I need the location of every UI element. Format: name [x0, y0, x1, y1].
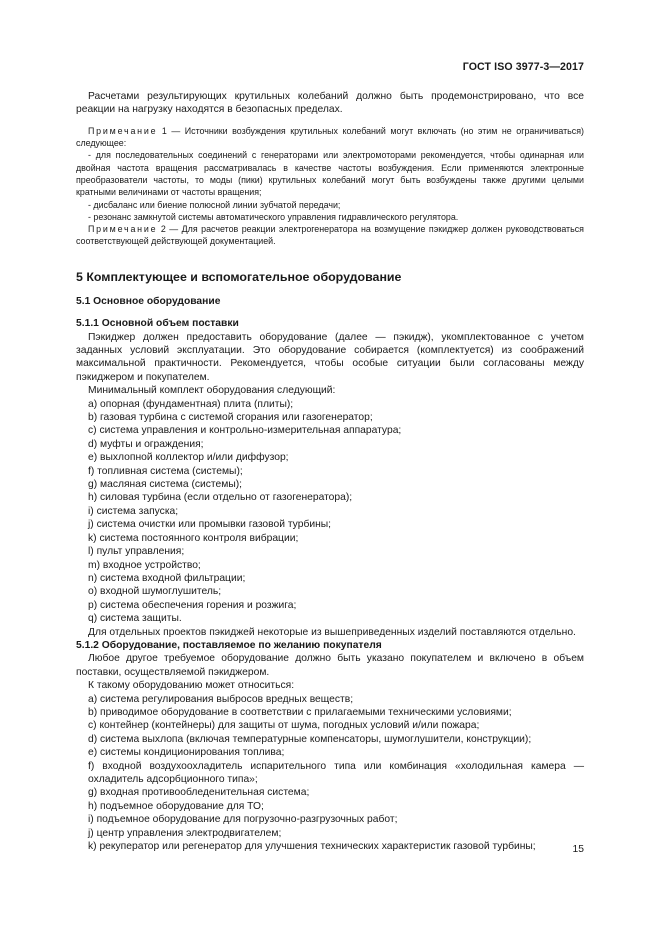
list-item: m) входное устройство; [88, 559, 201, 571]
list-item: j) система очистки или промывки газовой турбины; [88, 519, 332, 531]
list-item: d) муфты и ограждения; [88, 438, 204, 450]
note-1-item: - для последовательных соединений с генераторами или электромоторами рекомендуется, чтобы одинарная или двойная частота вращения рассматривалась в качестве частоты возбуждения. Если применяются электронные преобразователи частоты, то моды (пики) крутильных колебаний могут быть возбуждены также другими целыми кратными величинами от частоты вращения; [76, 150, 584, 198]
note-2 [76, 223, 584, 248]
intro-paragraph: Расчетами результирующих крутильных колебаний должно быть продемонстрировано, что все реакции на нагрузку находятся в безопасных пределах. [76, 91, 584, 116]
note-2-label: Примечание [88, 224, 158, 235]
list-item: a) опорная (фундаментная) плита (плиты); [88, 398, 294, 410]
list-item: i) система запуска; [88, 505, 179, 517]
list-item: e) выхлопной коллектор и/или диффузор; [88, 452, 289, 464]
page-number: 15 [572, 844, 584, 855]
list-item: a) система регулирования выбросов вредных веществ; [88, 693, 354, 705]
section-5-title: 5 Комплектующее и вспомогательное оборудование [76, 269, 402, 284]
list-item: l) пульт управления; [88, 546, 185, 558]
list-item: e) системы кондиционирования топлива; [88, 747, 285, 759]
list-item: o) входной шумоглушитель; [88, 586, 222, 598]
list-item: c) контейнер (контейнеры) для защиты от шума, погодных условий и/или пожара; [88, 720, 480, 732]
section-5-1-1-title: 5.1.1 Основной объем поставки [76, 318, 239, 330]
section-5-1-2-title: 5.1.2 Оборудование, поставляемое по желанию покупателя [76, 639, 382, 651]
section-5-1-2-list-intro: К такому оборудованию может относиться: [88, 680, 295, 692]
note-2-text: 2 — Для расчетов реакции электрогенератора на возмущение пэкиджер должен руководствоваться соответствующей действующей документацией. [76, 224, 584, 247]
note-1-item: - резонанс замкнутой системы автоматического управления гидравлического регулятора. [88, 211, 459, 222]
list-item: q) система защиты. [88, 613, 182, 625]
list-item: j) центр управления электродвигателем; [88, 827, 282, 839]
list-item: g) масляная система (системы); [88, 479, 243, 491]
list-item: i) подъемное оборудование для погрузочно-разгрузочных работ; [88, 814, 398, 826]
list-item: g) входная противообледенительная система; [88, 787, 310, 799]
list-item: k) рекуператор или регенератор для улучшения технических характеристик газовой турбины; [88, 841, 536, 853]
note-1-label: Примечание [88, 125, 158, 136]
note-1-text: 1 — Источники возбуждения крутильных колебаний могут включать (но этим не ограничиваться) следующее: [76, 125, 584, 149]
list-item: b) газовая турбина с системой сгорания или газогенератор; [88, 412, 373, 424]
section-5-1-1-paragraph: Пэкиджер должен предоставить оборудование (далее — пэкидж), укомплектованное с учетом заданных условий эксплуатации. Это оборудование собирается (комплектуется) из соображений максимальной практичности. Рекомендуется, чтобы особые ситуации были согласованы между пэкиджером и покупателем. [76, 331, 584, 383]
list-item: n) система входной фильтрации; [88, 572, 246, 584]
section-5-1-title: 5.1 Основное оборудование [76, 295, 221, 307]
list-item: b) приводимое оборудование в соответствии с прилагаемыми техническими условиями; [88, 706, 512, 718]
optional-equipment-list [76, 693, 584, 854]
list-item: h) силовая турбина (если отдельно от газогенератора); [88, 492, 353, 504]
section-5-1-1-list-intro: Минимальный комплект оборудования следующий: [88, 385, 336, 397]
list-item: f) входной воздухоохладитель испарительного типа или комбинация «холодильная камера — охладитель адсорбционного типа»; [88, 760, 584, 785]
list-item: h) подъемное оборудование для ТО; [88, 800, 264, 812]
standard-header: ГОСТ ISO 3977-3—2017 [462, 61, 584, 73]
list-item: f) топливная система (системы); [88, 465, 243, 477]
note-1-item: - дисбаланс или биение полюсной линии зубчатой передачи; [88, 199, 341, 210]
list-item: p) система обеспечения горения и розжига; [88, 599, 297, 611]
page-body [76, 90, 584, 853]
list-item: d) система выхлопа (включая температурные компенсаторы, шумоглушители, конструкции); [88, 733, 532, 745]
list-item: k) система постоянного контроля вибрации; [88, 532, 299, 544]
section-5-1-2-paragraph: Любое другое требуемое оборудование должно быть указано покупателем и включено в объем поставки, осуществляемой пэкиджером. [76, 653, 584, 678]
section-5-1-1-closing: Для отдельных проектов пэкиджей некоторые из вышеприведенных изделий поставляются отдельно. [88, 626, 576, 638]
list-item: c) система управления и контрольно-измерительная аппаратура; [88, 425, 402, 437]
note-1 [76, 125, 584, 150]
minimal-equipment-list [76, 398, 584, 626]
